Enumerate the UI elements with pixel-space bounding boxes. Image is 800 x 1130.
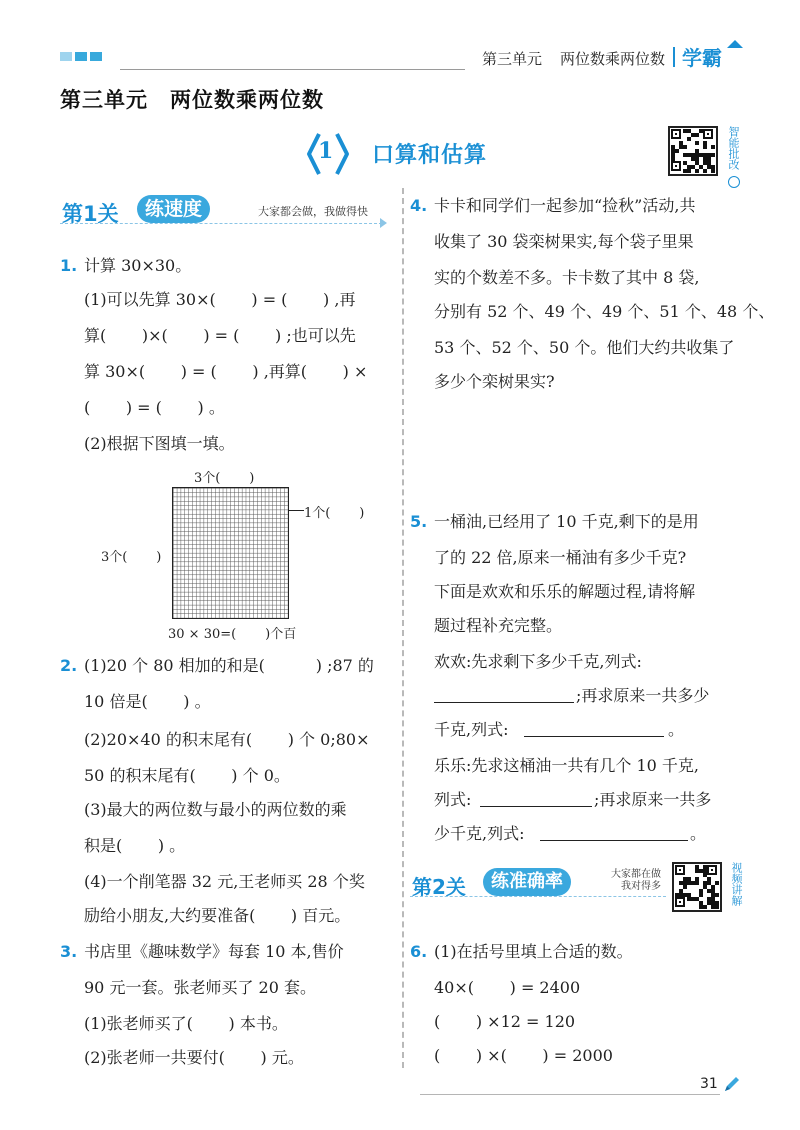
section-2-tagline <box>597 869 661 893</box>
lesson-title: 口算和估算 <box>372 143 488 168</box>
q6-equation: ( ) ×12 = 120 <box>434 1012 576 1031</box>
q5-line: 了的 22 倍,原来一桶油有多少千克? <box>434 548 687 567</box>
q5-line: 千克,列式: <box>434 720 509 739</box>
pencil-icon <box>722 1074 742 1098</box>
q2-line: 10 倍是( ) 。 <box>84 692 211 711</box>
answer-blank[interactable] <box>540 824 688 841</box>
footer-rule <box>420 1094 720 1095</box>
q5-line: 一桶油,已经用了 10 千克,剩下的是用 <box>434 512 699 531</box>
section-2-pill: 练准确率 <box>483 868 571 896</box>
question-5-number: 5. <box>410 512 428 531</box>
header-topic: 两位数乘两位数 <box>560 50 666 68</box>
qr-side-label: 智能批改 <box>727 126 740 170</box>
q5-period: 。 <box>668 720 685 739</box>
figure-pointer <box>288 510 304 511</box>
q2-line: (4)一个削笔器 32 元,王老师买 28 个奖 <box>84 872 365 891</box>
figure-right-label: 1个( ) <box>304 506 365 521</box>
question-6-number: 6. <box>410 942 428 961</box>
q1-line: (1)可以先算 30×( ) = ( ) ,再 <box>84 290 356 309</box>
q1-line: (2)根据下图填一填。 <box>84 434 235 453</box>
qr-side-label: 视频讲解 <box>730 862 743 906</box>
q5-line: ;再求原来一共多 <box>594 790 712 809</box>
q2-line: (1)20 个 80 相加的和是( ) ;87 的 <box>84 656 374 675</box>
section-1-rule <box>60 223 382 224</box>
answer-blank[interactable] <box>524 720 664 737</box>
figure-top-label: 3个( ) <box>194 471 255 486</box>
q4-line: 多少个栾树果实? <box>434 372 555 391</box>
tagline-line: 我对得多 <box>621 881 661 892</box>
q5-period: 。 <box>690 824 707 843</box>
q1-line: ( ) = ( ) 。 <box>84 398 225 417</box>
q5-line: 少千克,列式: <box>434 824 525 843</box>
brand-logo: 学霸 <box>682 46 722 70</box>
q5-line: 乐乐:先求这桶油一共有几个 10 千克, <box>434 756 700 775</box>
q5-line: 下面是欢欢和乐乐的解题过程,请将解 <box>434 582 696 601</box>
figure-left-label: 3个( ) <box>101 550 162 565</box>
q5-line: 欢欢:先求剩下多少千克,列式: <box>434 652 642 671</box>
q5-line: ;再求原来一共多少 <box>576 686 710 705</box>
q3-line: 90 元一套。张老师买了 20 套。 <box>84 978 316 997</box>
qr-code-icon[interactable] <box>672 862 722 912</box>
section-1-label: 第1关 <box>62 202 119 226</box>
q4-line: 实的个数差不多。卡卡数了其中 8 袋, <box>434 268 700 287</box>
figure-bottom-label: 30 × 30=( )个百 <box>168 627 297 642</box>
q1-line: 算( )×( ) = ( ) ;也可以先 <box>84 326 356 345</box>
q2-line: (3)最大的两位数与最小的两位数的乘 <box>84 800 347 819</box>
q2-line: 积是( ) 。 <box>84 836 186 855</box>
arrow-right-icon <box>380 218 387 228</box>
q4-line: 卡卡和同学们一起参加“捡秋”活动,共 <box>434 196 696 215</box>
q1-stem: 计算 30×30。 <box>84 256 192 275</box>
section-2-rule <box>410 896 666 897</box>
q4-line: 分别有 52 个、49 个、49 个、51 个、48 个、 <box>434 302 775 321</box>
question-2-number: 2. <box>60 656 78 675</box>
header-divider <box>673 47 675 67</box>
header-unit: 第三单元 <box>482 50 543 68</box>
arrow-circle-icon <box>728 176 740 188</box>
q2-line: 励给小朋友,大约要准备( ) 百元。 <box>84 906 351 925</box>
q4-line: 收集了 30 袋栾树果实,每个袋子里果 <box>434 232 694 251</box>
question-1-number: 1. <box>60 256 78 275</box>
q2-line: 50 的积末尾有( ) 个 0。 <box>84 766 290 785</box>
qr-code-icon[interactable] <box>668 126 718 176</box>
page-number: 31 <box>700 1076 718 1092</box>
q4-line: 53 个、52 个、50 个。他们大约共收集了 <box>434 338 735 357</box>
q2-line: (2)20×40 的积末尾有( ) 个 0;80× <box>84 730 370 749</box>
answer-blank[interactable] <box>434 686 574 703</box>
q3-line: (1)张老师买了( ) 本书。 <box>84 1014 288 1033</box>
section-1-pill: 练速度 <box>137 195 210 223</box>
tagline-line: 大家都在做 <box>611 869 661 880</box>
hundred-grid-figure <box>172 487 289 619</box>
column-divider <box>402 188 404 1068</box>
header-rule <box>120 69 465 70</box>
q6-line: (1)在括号里填上合适的数。 <box>434 942 633 961</box>
q3-line: (2)张老师一共要付( ) 元。 <box>84 1048 304 1067</box>
question-3-number: 3. <box>60 942 78 961</box>
section-2-label: 第2关 <box>412 875 466 899</box>
lesson-number: 1 <box>318 138 334 164</box>
unit-title: 第三单元 两位数乘两位数 <box>60 88 324 112</box>
section-1-tagline: 大家都会做，我做得快 <box>258 205 368 218</box>
q5-line: 题过程补充完整。 <box>434 616 563 635</box>
q3-line: 书店里《趣味数学》每套 10 本,售价 <box>84 942 344 961</box>
q1-line: 算 30×( ) = ( ) ,再算( ) × <box>84 362 368 381</box>
graduation-cap-icon <box>727 40 743 48</box>
question-4-number: 4. <box>410 196 428 215</box>
answer-blank[interactable] <box>480 790 592 807</box>
q5-line: 列式: <box>434 790 472 809</box>
q6-equation: 40×( ) = 2400 <box>434 978 581 997</box>
q6-equation: ( ) ×( ) = 2000 <box>434 1046 613 1065</box>
header-decoration <box>60 52 102 61</box>
